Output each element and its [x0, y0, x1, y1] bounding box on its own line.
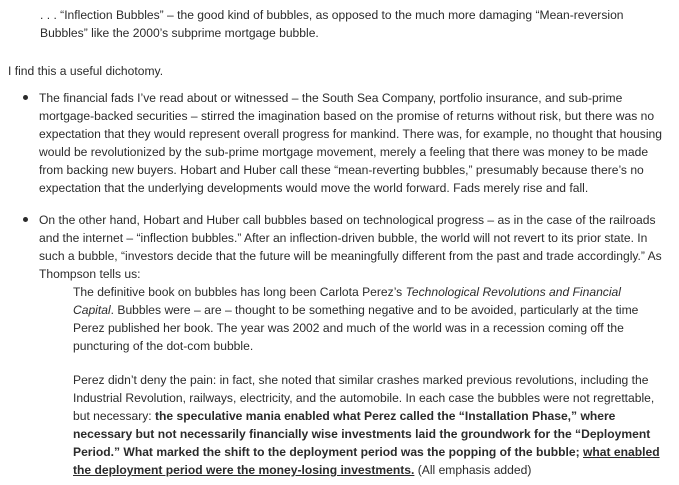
bullet-list — [8, 89, 672, 283]
blockquote-text: Perez didn’t deny the pain: in fact, she noted that similar crashes marked previous revolutions, including the Industrial Revolution, railways, electricity, and the automobile. In each case the bubbles were not regrettable, but necessary: — [73, 373, 655, 423]
book-title: Technological Revolutions and Financial Capital — [73, 285, 621, 317]
bullet-dot-icon — [23, 95, 28, 100]
thompson-blockquote — [73, 283, 663, 479]
blockquote-text: . Bubbles were – are – thought to be something negative and to be avoided, particularly at the time Perez published her book. The year was 2002 and much of the world was in a recession coming off the puncturing of the dot-com bubble. — [73, 303, 639, 353]
blockquote-paragraph-2 — [73, 371, 663, 479]
commentary-paragraph: I find this a useful dichotomy. — [8, 64, 164, 78]
emphasis-note: (All emphasis added) — [414, 463, 532, 477]
list-item-text: On the other hand, Hobart and Huber call bubbles based on technological progress – as in the case of the railroads and the internet – “inflection bubbles.” After an inflection-driven bubble, the world will not revert to its prior state. In such a bubble, “investors decide that the future will be meaningfully different from the past and trade accordingly.” As Thompson tells us: — [39, 213, 662, 281]
list-item — [8, 211, 672, 283]
list-item-text: The financial fads I’ve read about or witnessed – the South Sea Company, portfolio insurance, and sub-prime mortgage-backed securities – stirred the imagination based on the promise of returns without risk, but there was no expectation that they would represent overall progress for mankind. There was, for example, no thought that housing would be revolutionized by the sub-prime mortgage movement, merely a feeling that there was money to be made from backing new buyers. Hobart and Huber call these “mean-reverting bubbles,” presumably because there’s no expectation that the underlying developments would move the world forward. Fads merely rise and fall. — [39, 91, 662, 195]
list-item — [8, 89, 672, 197]
intro-quote: . . . “Inflection Bubbles” – the good kind of bubbles, as opposed to the much more damaging “Mean-reversion Bubbles” like the 2000’s subprime mortgage bubble. — [40, 8, 624, 40]
emphasized-text: the speculative mania enabled what Perez called the “Installation Phase,” where necessary but not necessarily financially wise investments laid the groundwork for the “Deployment Period.” What marked the shift to the deployment period was the popping of the bubble; — [73, 409, 651, 459]
bullet-dot-icon — [23, 217, 28, 222]
underlined-emphasis: what enabled the deployment period were the money-losing investments. — [73, 445, 660, 477]
blockquote-paragraph-1 — [73, 283, 663, 355]
blockquote-text: The definitive book on bubbles has long been Carlota Perez’s — [73, 285, 406, 299]
